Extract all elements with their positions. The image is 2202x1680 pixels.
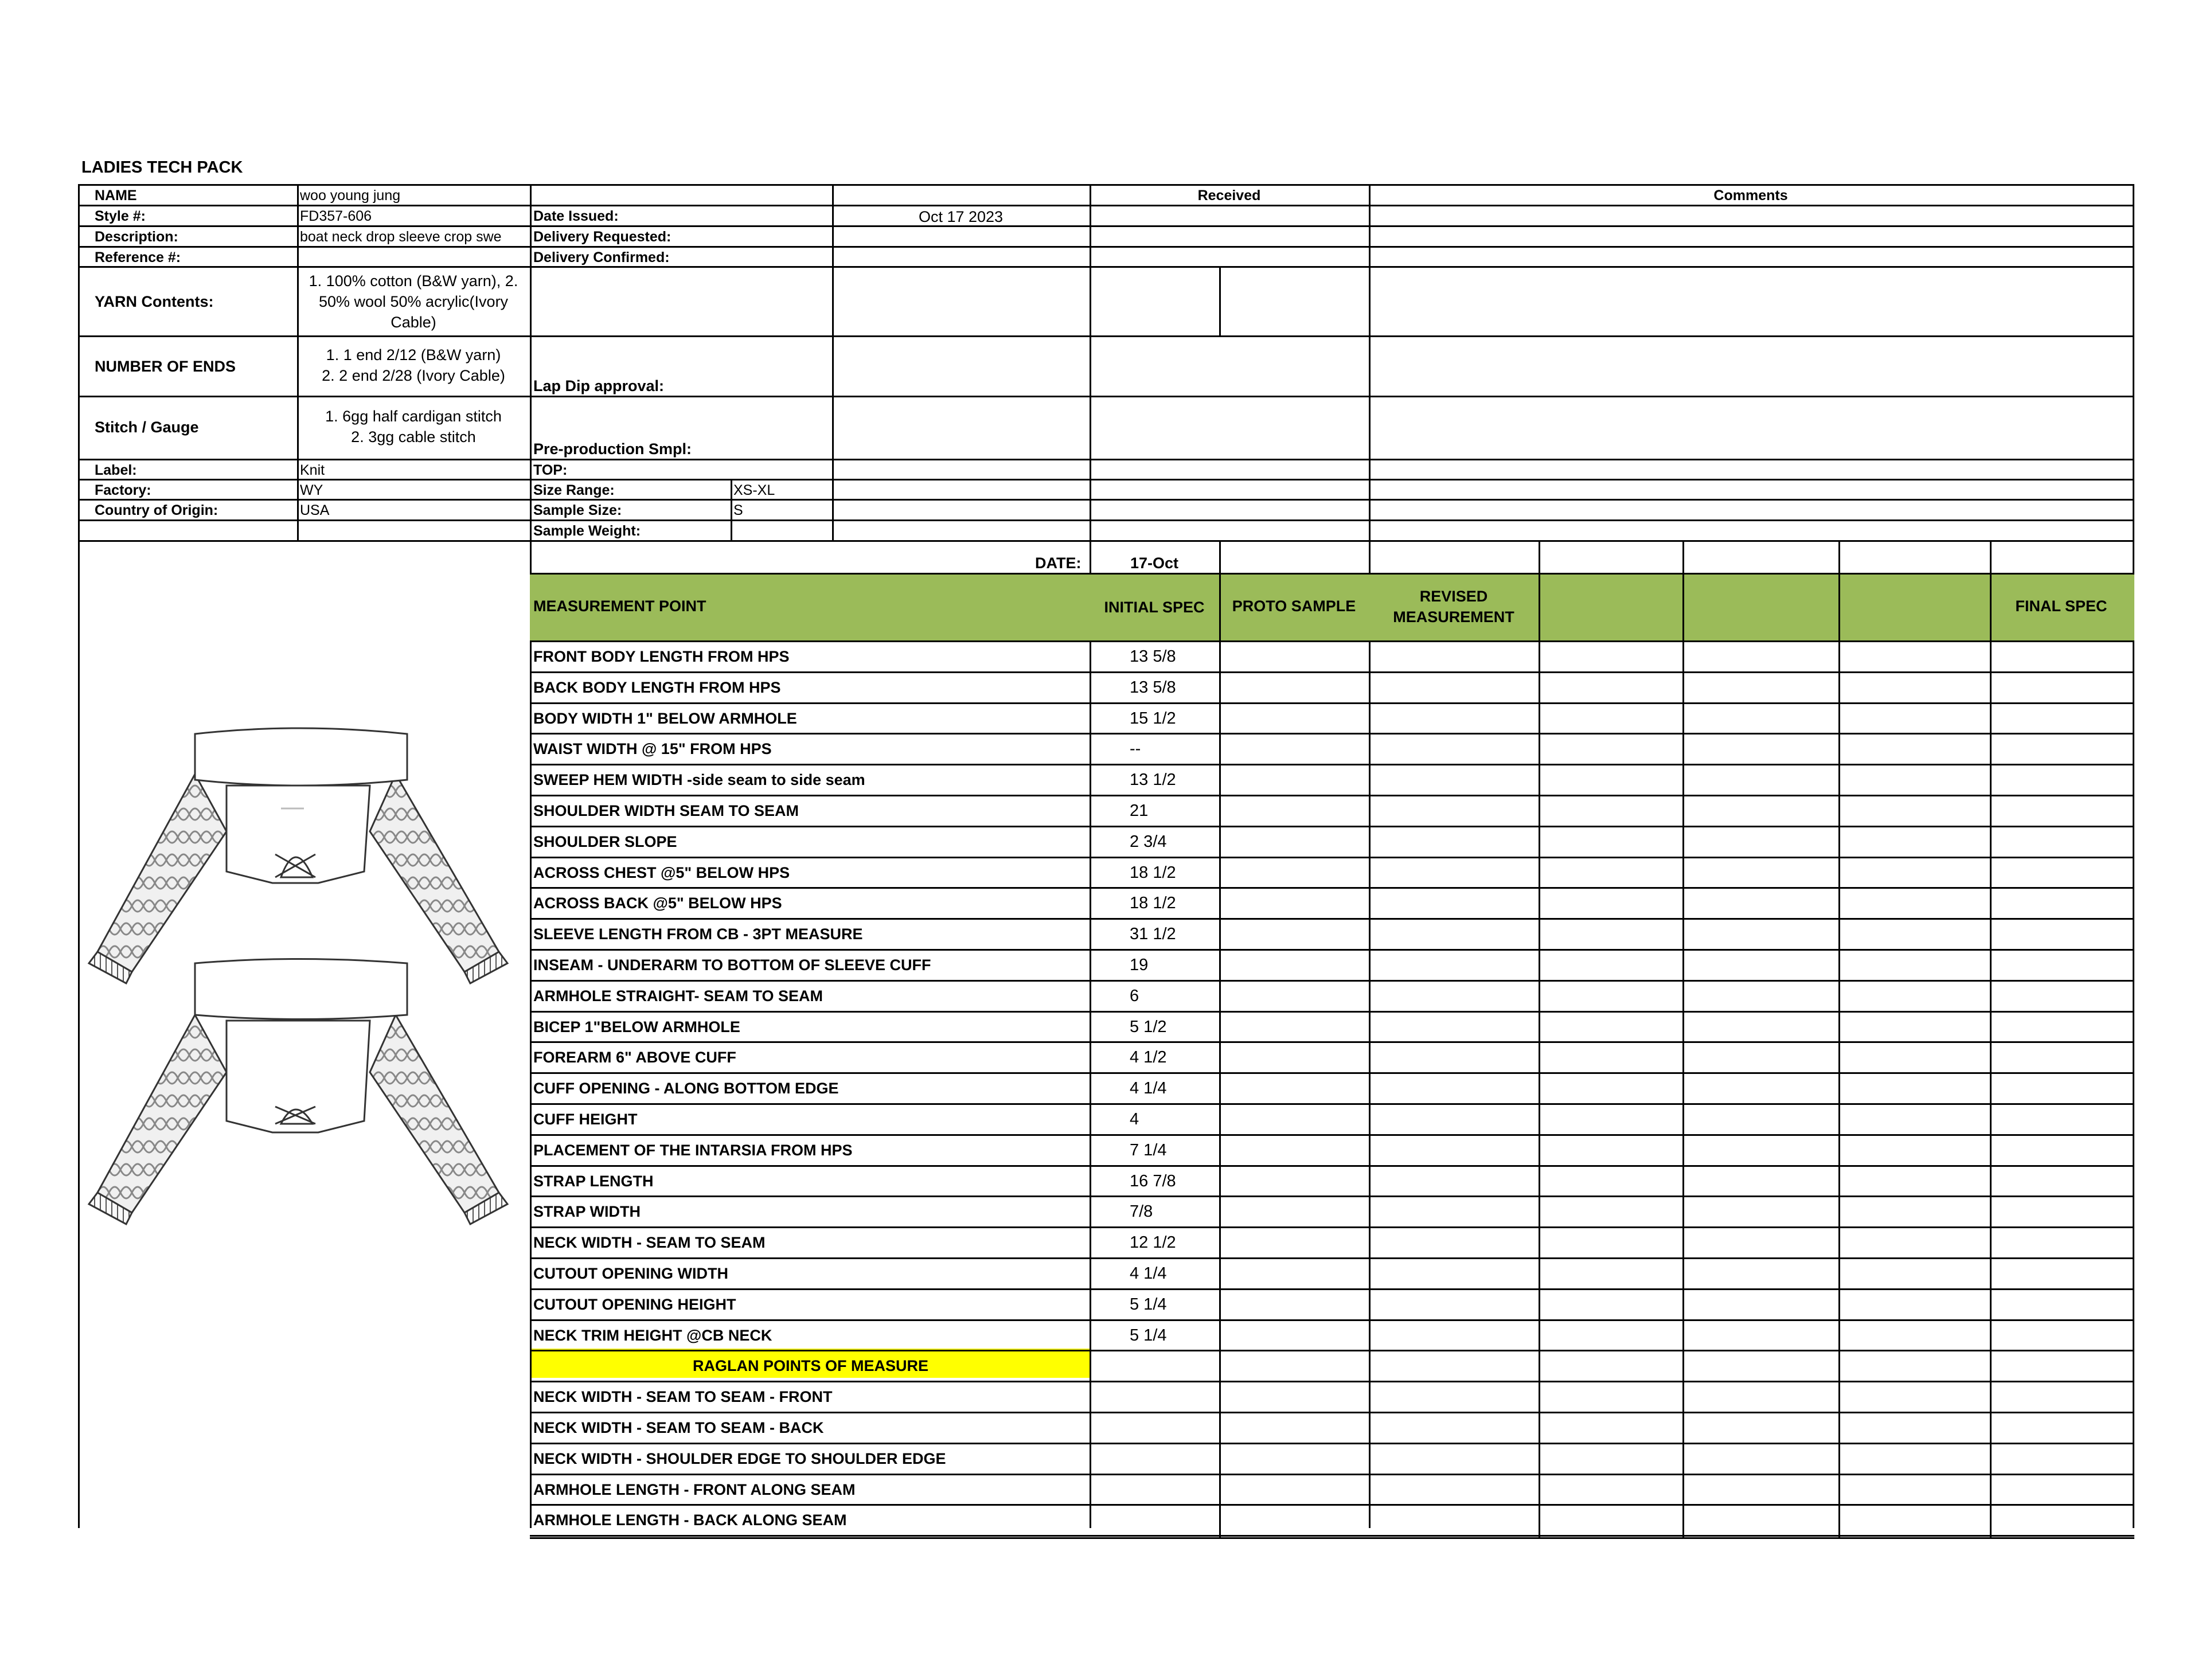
measurement-point: NECK WIDTH - SEAM TO SEAM - FRONT (533, 1388, 833, 1405)
received-header: Received (1197, 187, 1261, 204)
comments-header: Comments (1713, 187, 1788, 204)
delivery-requested-label: Delivery Requested: (533, 229, 671, 245)
initial-spec-value[interactable]: 7/8 (1130, 1202, 1153, 1221)
ends-line2: 2. 2 end 2/28 (Ivory Cable) (322, 367, 505, 384)
measurement-point: CUFF HEIGHT (533, 1111, 638, 1128)
measurement-point: FOREARM 6" ABOVE CUFF (533, 1049, 736, 1066)
factory-value: WY (300, 482, 323, 498)
front-view-sketch (89, 728, 507, 983)
ends-label: NUMBER OF ENDS (95, 358, 236, 375)
style-value: FD357-606 (300, 208, 372, 224)
initial-spec-value[interactable]: 12 1/2 (1130, 1233, 1176, 1252)
initial-spec-value[interactable]: 4 1/4 (1130, 1264, 1167, 1283)
measurement-point: CUTOUT OPENING HEIGHT (533, 1296, 736, 1313)
initial-spec-value[interactable]: 4 1/2 (1130, 1048, 1167, 1066)
col-initial-spec: INITIAL SPEC (1104, 599, 1205, 616)
measurement-point: CUTOUT OPENING WIDTH (533, 1265, 728, 1282)
top-label: TOP: (533, 462, 568, 478)
yarn-label: YARN Contents: (95, 293, 214, 310)
initial-spec-value[interactable]: 5 1/4 (1130, 1295, 1167, 1314)
col-revised-measurement: REVISED MEASUREMENT (1393, 588, 1514, 626)
sample-size-value: S (733, 502, 743, 518)
initial-spec-value[interactable]: 6 (1130, 987, 1139, 1005)
date-issued-label: Date Issued: (533, 208, 619, 224)
initial-spec-value[interactable]: 21 (1130, 802, 1149, 820)
sample-weight-label: Sample Weight: (533, 523, 641, 539)
lapdip-label: Lap Dip approval: (533, 377, 665, 394)
measurement-point: SHOULDER WIDTH SEAM TO SEAM (533, 802, 799, 819)
initial-spec-value[interactable]: 13 5/8 (1130, 647, 1176, 666)
initial-spec-value[interactable]: 2 3/4 (1130, 833, 1167, 851)
back-view-sketch (89, 959, 507, 1225)
description-label: Description: (95, 229, 178, 245)
factory-label: Factory: (95, 482, 151, 498)
stitch-line1: 1. 6gg half cardigan stitch (325, 408, 502, 425)
reference-label: Reference #: (95, 249, 181, 265)
measurement-point: WAIST WIDTH @ 15" FROM HPS (533, 740, 772, 757)
ends-line1: 1. 1 end 2/12 (B&W yarn) (326, 346, 501, 364)
col-final-spec: FINAL SPEC (2015, 597, 2107, 615)
stitch-line2: 2. 3gg cable stitch (351, 428, 476, 446)
measurement-point: FRONT BODY LENGTH FROM HPS (533, 648, 790, 665)
initial-spec-value[interactable]: 13 5/8 (1130, 678, 1176, 697)
initial-spec-value[interactable]: 18 1/2 (1130, 894, 1176, 912)
preprod-label: Pre-production Smpl: (533, 440, 692, 458)
country-label: Country of Origin: (95, 502, 218, 518)
size-range-label: Size Range: (533, 482, 615, 498)
label-value: Knit (300, 462, 325, 478)
initial-spec-value[interactable]: 16 7/8 (1130, 1172, 1176, 1190)
measurement-point: INSEAM - UNDERARM TO BOTTOM OF SLEEVE CUFF (533, 956, 931, 974)
measurement-point: NECK WIDTH - SHOULDER EDGE TO SHOULDER EDGE (533, 1450, 946, 1467)
country-value: USA (300, 502, 330, 518)
initial-spec-value[interactable]: 5 1/4 (1130, 1326, 1167, 1345)
measurement-point: BACK BODY LENGTH FROM HPS (533, 679, 781, 696)
garment-sketch (86, 711, 522, 1227)
page-title: LADIES TECH PACK (81, 158, 243, 177)
description-value: boat neck drop sleeve crop swe (300, 230, 502, 244)
measurement-point: BODY WIDTH 1" BELOW ARMHOLE (533, 710, 797, 727)
name-label: NAME (95, 187, 137, 204)
measurement-point: NECK WIDTH - SEAM TO SEAM (533, 1234, 766, 1251)
measurement-point: NECK WIDTH - SEAM TO SEAM - BACK (533, 1419, 824, 1436)
measurement-point: NECK TRIM HEIGHT @CB NECK (533, 1327, 772, 1344)
initial-spec-value[interactable]: 4 1/4 (1130, 1079, 1167, 1097)
measurement-point: SLEEVE LENGTH FROM CB - 3PT MEASURE (533, 925, 863, 943)
size-range-value: XS-XL (733, 482, 775, 498)
date-issued-value: Oct 17 2023 (918, 208, 1004, 225)
initial-spec-value[interactable]: 18 1/2 (1130, 864, 1176, 882)
measurement-point: ACROSS CHEST @5" BELOW HPS (533, 864, 790, 881)
measurement-point: STRAP LENGTH (533, 1173, 654, 1190)
stitch-label: Stitch / Gauge (95, 419, 199, 436)
name-value: woo young jung (300, 187, 401, 204)
measurement-point: ARMHOLE LENGTH - BACK ALONG SEAM (533, 1511, 847, 1529)
col-measurement-point: MEASUREMENT POINT (533, 597, 706, 615)
yarn-value: 1. 100% cotton (B&W yarn), 2. 50% wool 50% acrylic(Ivory Cable) (309, 272, 518, 331)
initial-spec-value[interactable]: 13 1/2 (1130, 771, 1176, 789)
sample-size-label: Sample Size: (533, 502, 622, 518)
measurement-point: PLACEMENT OF THE INTARSIA FROM HPS (533, 1142, 853, 1159)
raglan-section-label: RAGLAN POINTS OF MEASURE (692, 1357, 928, 1374)
initial-spec-value[interactable]: 15 1/2 (1130, 709, 1176, 728)
measurement-point: SHOULDER SLOPE (533, 833, 677, 850)
date-value: 17-Oct (1130, 554, 1179, 572)
measurement-point: ARMHOLE LENGTH - FRONT ALONG SEAM (533, 1481, 856, 1498)
initial-spec-value[interactable]: 19 (1130, 956, 1149, 974)
measurement-point: STRAP WIDTH (533, 1203, 641, 1220)
label-label: Label: (95, 462, 137, 478)
measurement-point: ACROSS BACK @5" BELOW HPS (533, 894, 782, 912)
measurement-point: BICEP 1"BELOW ARMHOLE (533, 1018, 740, 1036)
date-label: DATE: (1035, 554, 1082, 572)
initial-spec-value[interactable]: 31 1/2 (1130, 925, 1176, 943)
initial-spec-value[interactable]: 5 1/2 (1130, 1018, 1167, 1036)
measurement-point: ARMHOLE STRAIGHT- SEAM TO SEAM (533, 987, 823, 1005)
col-proto-sample: PROTO SAMPLE (1232, 597, 1356, 615)
initial-spec-value[interactable]: 7 1/4 (1130, 1141, 1167, 1159)
measurement-point: CUFF OPENING - ALONG BOTTOM EDGE (533, 1080, 839, 1097)
initial-spec-value[interactable]: -- (1130, 740, 1141, 758)
measurement-point: SWEEP HEM WIDTH -side seam to side seam (533, 771, 865, 788)
initial-spec-value[interactable]: 4 (1130, 1110, 1139, 1128)
sketch-border (78, 542, 80, 1528)
delivery-confirmed-label: Delivery Confirmed: (533, 249, 670, 265)
style-label: Style #: (95, 208, 146, 224)
